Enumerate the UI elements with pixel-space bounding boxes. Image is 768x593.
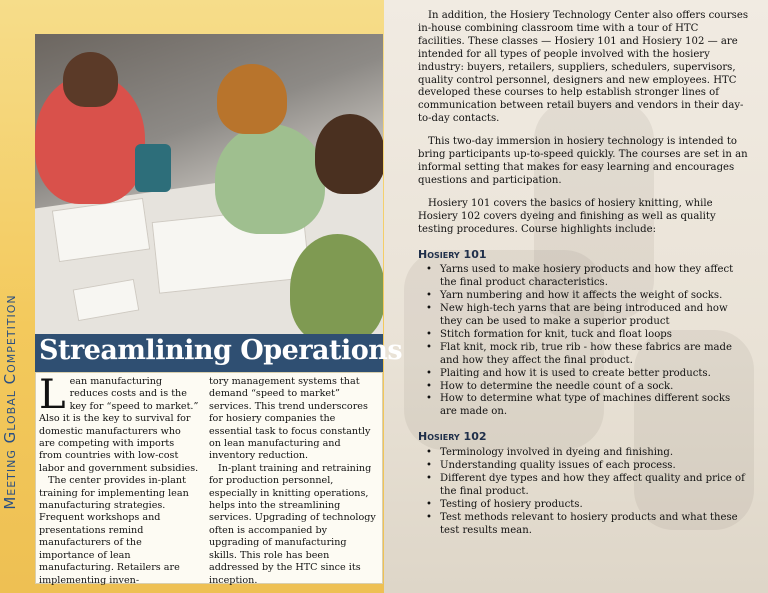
list-item: • Terminology involved in dyeing and finishing. (434, 447, 748, 460)
list-item: • How to determine what type of machines different socks are made on. (434, 393, 748, 419)
list-item: • Understanding quality issues of each process. (434, 460, 748, 473)
section-vertical-label: Meeting Global Competition (1, 294, 19, 510)
article-title: Streamlining Operations (39, 335, 403, 366)
list-item: • Yarns used to make hosiery products and how they affect the final product characteristics. (434, 264, 748, 290)
article-body (35, 372, 383, 584)
article-paragraph: In-plant training and retraining for production personnel, especially in knitting operations, helps into the streamlining services. Upgrading of technology often is accompanied by upgrading of manufacturing skills. This role has been addressed by the HTC since its inception. (209, 462, 376, 586)
section-heading-hosiery-101: Hosiery 101 (418, 247, 487, 261)
list-item: • How to determine the needle count of a sock. (434, 381, 748, 394)
right-column-text (418, 10, 748, 538)
training-photo (35, 34, 383, 334)
article-paragraph: tory management systems that demand “speed to market” services. This trend underscores for hosiery companies the essential task to focus constantly on lean manufacturing and inventory reduction. (209, 376, 371, 462)
list-item: • Plaiting and how it is used to create better products. (434, 368, 748, 381)
hosiery-101-list (418, 264, 748, 419)
list-item: • Stitch formation for knit, tuck and float loops (434, 329, 748, 342)
list-item: • Testing of hosiery products. (434, 499, 748, 512)
drop-cap: L (39, 372, 66, 418)
article-title-band (35, 334, 403, 372)
list-item: • New high-tech yarns that are being introduced and how they can be used to make a superior product (434, 303, 748, 329)
list-item: • Flat knit, mock rib, true rib - how these fabrics are made and how they affect the final product. (434, 342, 748, 368)
body-paragraph: In addition, the Hosiery Technology Center also offers courses in-house combining classroom time with a tour of HTC facilities. These classes — Hosiery 101 and Hosiery 102 — are intended for all types of people involved with the hosiery industry: buyers, retailers, suppliers, schedulers, supervisors, quality control personnel, designers and new employees. HTC developed these courses to help establish stronger lines of communication between retail buyers and vendors in their day-to-day contacts. (418, 10, 749, 125)
body-paragraph: This two-day immersion in hosiery technology is intended to bring participants up-to-speed quickly. The courses are set in an informal setting that makes for easy learning and encourages questions and participation. (418, 136, 748, 186)
article-column-2 (209, 376, 377, 587)
list-item: • Test methods relevant to hosiery products and what these test results mean. (434, 512, 748, 538)
article-paragraph: ean manufacturing reduces costs and is the key for “speed to market.” Also it is the key to survival for domestic manufacturers who are competing with imports from countries with low-cost labor and government subsidies. (39, 376, 199, 474)
list-item: • Different dye types and how they affect quality and price of the final product. (434, 473, 748, 499)
article-column-1 (39, 372, 199, 587)
section-heading-hosiery-102: Hosiery 102 (418, 430, 487, 444)
body-paragraph: Hosiery 101 covers the basics of hosiery knitting, while Hosiery 102 covers dyeing and finishing as well as quality testing procedures. Course highlights include: (418, 197, 716, 235)
list-item: • Yarn numbering and how it affects the weight of socks. (434, 290, 748, 303)
article-paragraph: The center provides in-plant training for implementing lean manufacturing strategies. Frequent workshops and presentations remind manufacturers of the importance of lean manufacturing. Retailers are implementing inven- (39, 475, 189, 586)
hosiery-102-list (418, 447, 748, 537)
